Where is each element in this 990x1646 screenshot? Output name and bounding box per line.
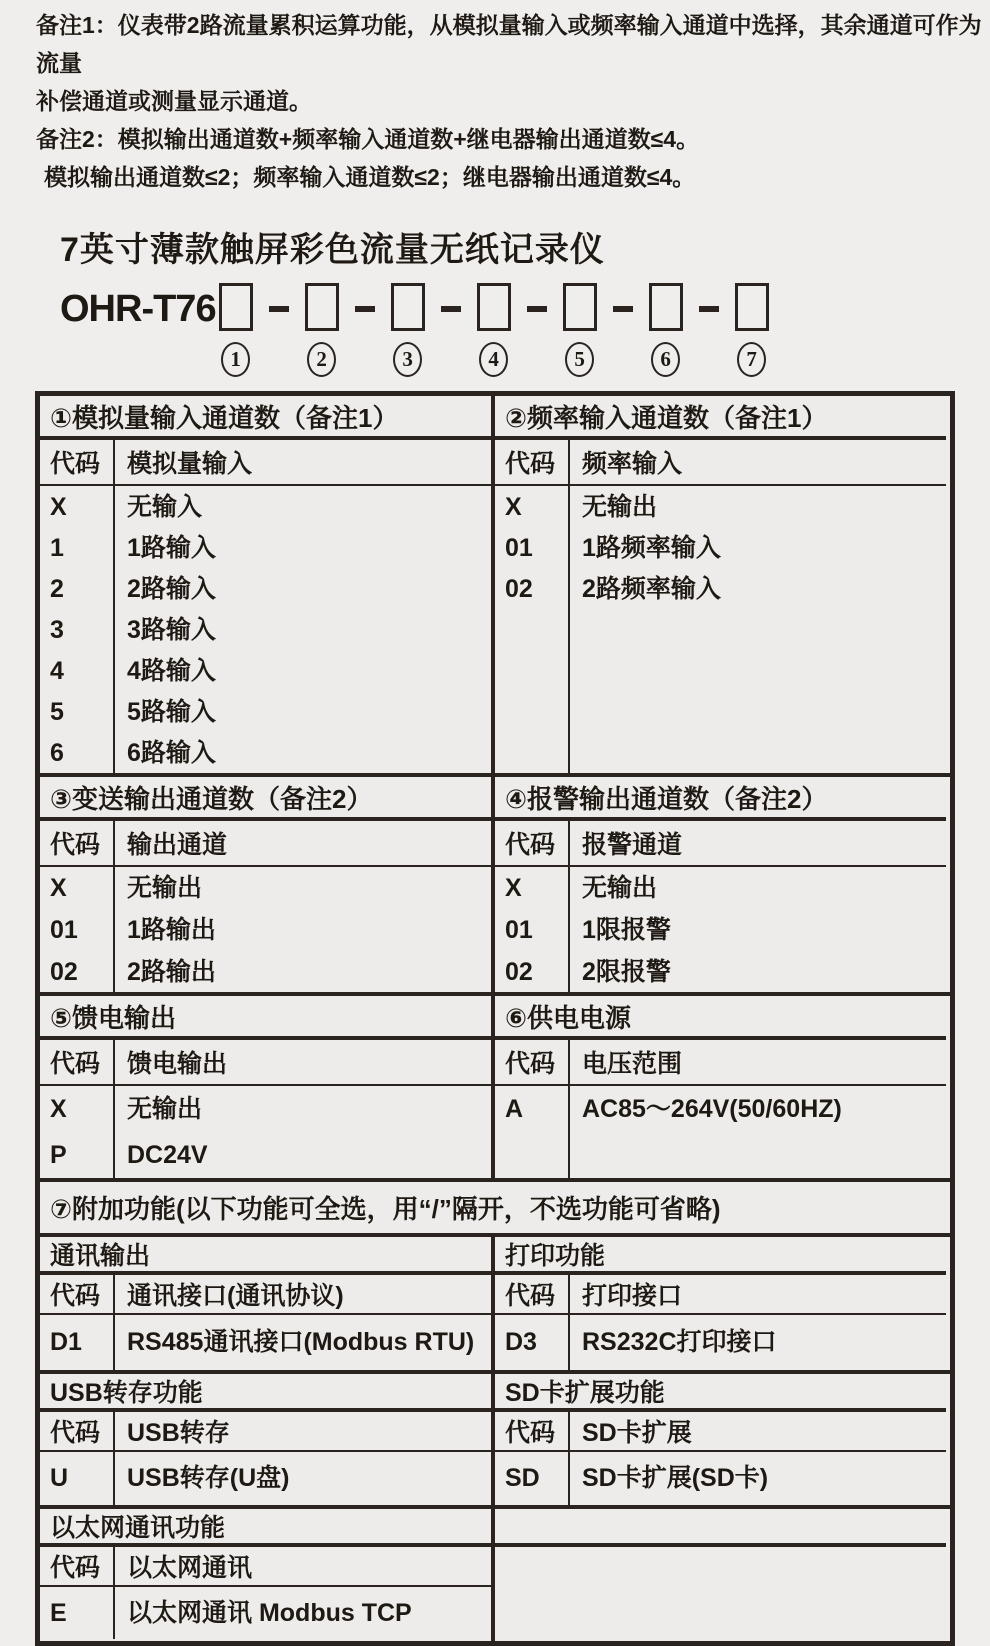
position-number-icon: 5 xyxy=(565,342,594,377)
code-value: 02 xyxy=(505,575,533,603)
desc-column xyxy=(570,486,946,773)
code-header-cell: 代码 xyxy=(40,1040,115,1084)
model-code-prefix: OHR-T76 xyxy=(60,288,216,330)
code-header-cell: 代码 xyxy=(495,1412,570,1450)
desc-value: 以太网通讯 Modbus TCP xyxy=(127,1599,412,1627)
section-print-function xyxy=(495,1237,946,1370)
dash-separator xyxy=(355,306,375,312)
desc-value: 无输出 xyxy=(582,493,658,521)
section-row-7 xyxy=(40,1505,950,1641)
section-row-6 xyxy=(40,1370,950,1505)
code-value: SD xyxy=(505,1464,540,1492)
code-header-cell: 代码 xyxy=(495,1040,570,1084)
subheader-row xyxy=(495,821,946,867)
code-header-cell: 代码 xyxy=(495,1275,570,1313)
desc-value: SD卡扩展(SD卡) xyxy=(582,1464,769,1492)
remarks-block xyxy=(36,6,990,196)
code-value: 01 xyxy=(505,916,533,944)
desc-column xyxy=(570,867,946,992)
desc-value: 4路输入 xyxy=(127,657,216,685)
desc-value: 2限报警 xyxy=(582,958,671,986)
note-line-4: 模拟输出通道数≤2；频率输入通道数≤2；继电器输出通道数≤4。 xyxy=(44,164,696,190)
section-header: ④报警输出通道数（备注2） xyxy=(495,777,946,821)
code-value: 3 xyxy=(50,616,64,644)
model-slot-box xyxy=(391,283,425,331)
values-area xyxy=(495,486,946,773)
model-position-1 xyxy=(216,283,256,377)
subheader-row xyxy=(40,1412,491,1452)
model-slot-box xyxy=(735,283,769,331)
empty-cell xyxy=(495,1547,946,1641)
values-area xyxy=(40,1587,491,1639)
desc-value: 1路输出 xyxy=(127,916,216,944)
values-area xyxy=(495,1086,946,1178)
code-column xyxy=(40,1086,115,1178)
desc-header-cell: SD卡扩展 xyxy=(582,1419,692,1447)
code-value: X xyxy=(505,493,522,521)
values-area xyxy=(495,867,946,992)
desc-column xyxy=(570,1452,946,1505)
model-position-3 xyxy=(388,283,428,377)
desc-value: 无输出 xyxy=(127,1095,203,1123)
desc-column xyxy=(115,1452,491,1505)
model-code-row xyxy=(60,283,990,377)
desc-header-cell: 输出通道 xyxy=(127,831,228,859)
section-analog-input xyxy=(40,396,495,773)
desc-header-cell: 模拟量输入 xyxy=(127,450,253,478)
model-position-6 xyxy=(646,283,686,377)
subheader-row xyxy=(495,1040,946,1086)
desc-header-cell: 报警通道 xyxy=(582,831,683,859)
section-freq-input xyxy=(495,396,946,773)
model-position-5 xyxy=(560,283,600,377)
subheader-row xyxy=(40,440,491,486)
section-header: SD卡扩展功能 xyxy=(495,1374,946,1412)
section-sd-card xyxy=(495,1374,946,1505)
section-header: USB转存功能 xyxy=(40,1374,491,1412)
desc-header-cell: 馈电输出 xyxy=(127,1050,228,1078)
note-line-2: 补偿通道或测量显示通道。 xyxy=(36,88,312,114)
position-number-icon: 1 xyxy=(221,342,250,377)
section-ethernet xyxy=(40,1509,495,1641)
section-header: 打印功能 xyxy=(495,1237,946,1275)
section-empty xyxy=(495,1509,946,1641)
code-column xyxy=(40,1587,115,1639)
position-number-icon: 7 xyxy=(737,342,766,377)
code-value: 02 xyxy=(505,958,533,986)
desc-value: USB转存(U盘) xyxy=(127,1464,290,1492)
code-value: X xyxy=(50,493,67,521)
section-row-4 xyxy=(40,1178,950,1233)
desc-header-cell: 打印接口 xyxy=(582,1282,683,1310)
desc-column xyxy=(115,486,491,773)
section-alarm-output xyxy=(495,777,946,992)
code-column xyxy=(495,867,570,992)
note-line-3: 备注2：模拟输出通道数+频率输入通道数+继电器输出通道数≤4。 xyxy=(36,126,700,152)
code-value: E xyxy=(50,1599,67,1627)
desc-value: 1限报警 xyxy=(582,916,671,944)
code-value: 02 xyxy=(50,958,78,986)
desc-value: 1路输入 xyxy=(127,534,216,562)
code-value: 2 xyxy=(50,575,64,603)
desc-value: 2路输入 xyxy=(127,575,216,603)
desc-header-cell: 通讯接口(通讯协议) xyxy=(127,1282,344,1310)
desc-value: DC24V xyxy=(127,1141,208,1169)
desc-header-cell: 电压范围 xyxy=(582,1050,683,1078)
empty-band-cell xyxy=(495,1509,946,1547)
code-column xyxy=(40,1315,115,1370)
code-value: 5 xyxy=(50,698,64,726)
subheader-row xyxy=(495,1412,946,1452)
code-value: X xyxy=(50,1095,67,1123)
desc-value: 3路输入 xyxy=(127,616,216,644)
code-header-cell: 代码 xyxy=(40,1547,115,1585)
desc-value: RS232C打印接口 xyxy=(582,1328,777,1356)
code-header-cell: 代码 xyxy=(40,440,115,484)
desc-header-cell: 以太网通讯 xyxy=(127,1554,253,1582)
model-slot-box xyxy=(477,283,511,331)
code-value: 01 xyxy=(50,916,78,944)
code-header-cell: 代码 xyxy=(40,1275,115,1313)
code-column xyxy=(495,1315,570,1370)
section-power-supply xyxy=(495,996,946,1178)
values-area xyxy=(40,1452,491,1505)
desc-value: 无输入 xyxy=(127,493,203,521)
code-value: X xyxy=(50,874,67,902)
desc-column xyxy=(115,867,491,992)
desc-value: 6路输入 xyxy=(127,739,216,767)
code-column xyxy=(495,1452,570,1505)
model-position-7 xyxy=(732,283,772,377)
section-feed-output xyxy=(40,996,495,1178)
subheader-row xyxy=(40,1040,491,1086)
section-row-5 xyxy=(40,1233,950,1370)
ordering-table xyxy=(35,391,955,1646)
dash-separator xyxy=(441,306,461,312)
code-header-cell: 代码 xyxy=(495,440,570,484)
model-slot-box xyxy=(219,283,253,331)
section-header: 通讯输出 xyxy=(40,1237,491,1275)
code-value: D3 xyxy=(505,1328,537,1356)
section-usb-transfer xyxy=(40,1374,495,1505)
section-header: 以太网通讯功能 xyxy=(40,1509,491,1547)
code-column xyxy=(40,1452,115,1505)
code-value: P xyxy=(50,1141,67,1169)
position-number-icon: 4 xyxy=(479,342,508,377)
page-title: 7英寸薄款触屏彩色流量无纸记录仪 xyxy=(60,231,605,269)
desc-value: 1路频率输入 xyxy=(582,534,721,562)
desc-value: 5路输入 xyxy=(127,698,216,726)
subheader-row xyxy=(495,440,946,486)
model-position-4 xyxy=(474,283,514,377)
code-value: X xyxy=(505,874,522,902)
desc-column xyxy=(115,1315,491,1370)
section-header: ②频率输入通道数（备注1） xyxy=(495,396,946,440)
model-slot-box xyxy=(563,283,597,331)
values-area xyxy=(40,1086,491,1178)
position-number-icon: 6 xyxy=(651,342,680,377)
model-slot-box xyxy=(305,283,339,331)
desc-value: RS485通讯接口(Modbus RTU) xyxy=(127,1328,475,1356)
dash-separator xyxy=(527,306,547,312)
model-slot-box xyxy=(649,283,683,331)
section-header: ⑤馈电输出 xyxy=(40,996,491,1040)
code-value: 01 xyxy=(505,534,533,562)
section-header: ⑥供电电源 xyxy=(495,996,946,1040)
code-column xyxy=(40,867,115,992)
code-column xyxy=(495,1086,570,1178)
code-header-cell: 代码 xyxy=(40,821,115,865)
section-header: ③变送输出通道数（备注2） xyxy=(40,777,491,821)
code-value: 1 xyxy=(50,534,64,562)
model-position-2 xyxy=(302,283,342,377)
values-area xyxy=(495,1452,946,1505)
values-area xyxy=(495,1315,946,1370)
subheader-row xyxy=(40,821,491,867)
code-column xyxy=(495,486,570,773)
dash-separator xyxy=(699,306,719,312)
code-value: 4 xyxy=(50,657,64,685)
code-value: D1 xyxy=(50,1328,82,1356)
desc-column xyxy=(115,1587,491,1639)
note-line-1: 备注1：仪表带2路流量累积运算功能，从模拟量输入或频率输入通道中选择，其余通道可作为流量 xyxy=(36,12,982,76)
code-column xyxy=(40,486,115,773)
desc-value: 无输出 xyxy=(582,874,658,902)
position-number-icon: 3 xyxy=(393,342,422,377)
code-value: U xyxy=(50,1464,69,1492)
section-transmit-output xyxy=(40,777,495,992)
section-row-1 xyxy=(40,396,950,773)
desc-header-cell: USB转存 xyxy=(127,1419,230,1447)
subheader-row xyxy=(40,1547,491,1587)
section-row-3 xyxy=(40,992,950,1178)
section-comm-output xyxy=(40,1237,495,1370)
desc-value: AC85～264V(50/60HZ) xyxy=(582,1095,842,1123)
subheader-row xyxy=(495,1275,946,1315)
code-value: 6 xyxy=(50,739,64,767)
section-row-2 xyxy=(40,773,950,992)
code-header-cell: 代码 xyxy=(495,821,570,865)
desc-column xyxy=(115,1086,491,1178)
section-header: ①模拟量输入通道数（备注1） xyxy=(40,396,491,440)
desc-value: 无输出 xyxy=(127,874,203,902)
values-area xyxy=(40,486,491,773)
subheader-row xyxy=(40,1275,491,1315)
desc-header-cell: 频率输入 xyxy=(582,450,683,478)
dash-separator xyxy=(613,306,633,312)
desc-column xyxy=(570,1315,946,1370)
values-area xyxy=(40,1315,491,1370)
desc-column xyxy=(570,1086,946,1178)
section-header-additional: ⑦附加功能(以下功能可全选，用“/”隔开，不选功能可省略) xyxy=(50,1194,721,1224)
desc-value: 2路频率输入 xyxy=(582,575,721,603)
desc-value: 2路输出 xyxy=(127,958,216,986)
dash-separator xyxy=(269,306,289,312)
code-header-cell: 代码 xyxy=(40,1412,115,1450)
position-number-icon: 2 xyxy=(307,342,336,377)
values-area xyxy=(40,867,491,992)
code-value: A xyxy=(505,1095,524,1123)
